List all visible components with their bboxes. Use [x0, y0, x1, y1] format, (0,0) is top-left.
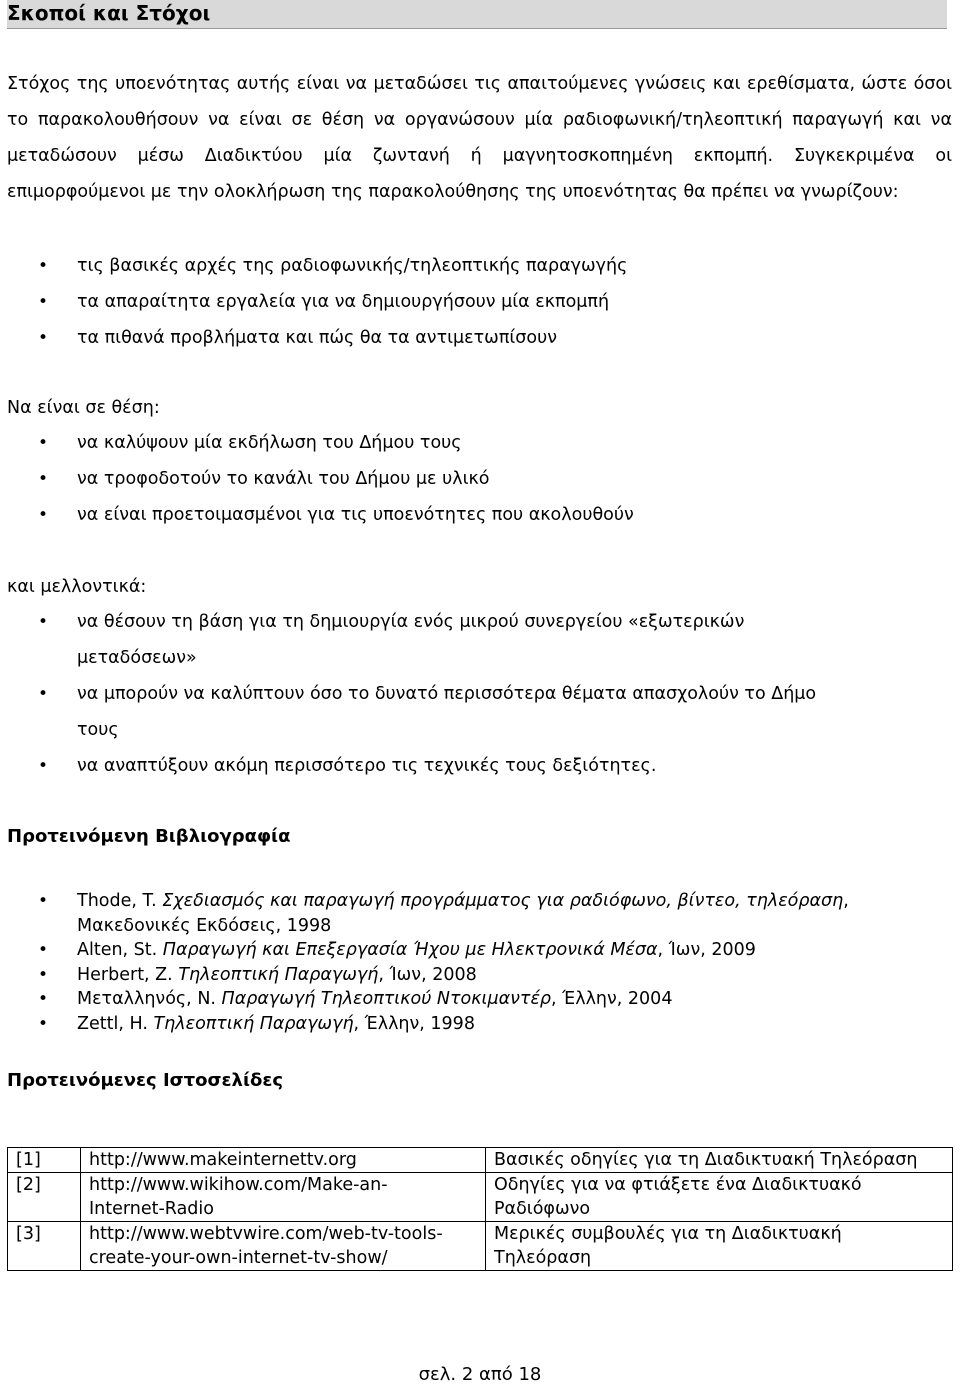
- table-row: [8, 1148, 953, 1173]
- intro-paragraph: Στόχος της υποενότητας αυτής είναι να μεταδώσει τις απαιτούμενες γνώσεις και ερεθίσματα, ώστε όσοι το παρακολουθήσουν να είναι σε θέση να οργανώσουν μία ραδιοφωνική/τηλεοπτική παραγωγή και να μεταδώσουν μέσω Διαδικτύου μία ζωντανή ή μαγνητοσκοπημένη εκπομπή. Συγκεκριμένα οι επιμορφούμενοι με την ολοκλήρωση της παρακολούθησης της υποενότητας θα πρέπει να γνωρίζουν:: [7, 74, 952, 202]
- abilities-label: Να είναι σε θέση:: [7, 398, 160, 418]
- description-cell: Οδηγίες για να φτιάξετε ένα Διαδικτυακό Ραδιόφωνο: [486, 1173, 953, 1222]
- bibliography-item: • Zettl, H. Τηλεοπτική Παραγωγή, Έλλην, 1998: [0, 1012, 950, 1037]
- list-item: • να τροφοδοτούν το κανάλι του Δήμου με υλικό: [0, 461, 950, 497]
- bibliography-item: • Alten, St. Παραγωγή και Επεξεργασία Ήχου με Ηλεκτρονικά Μέσα, Ίων, 2009: [0, 938, 950, 963]
- knowledge-list: [0, 248, 950, 356]
- websites-heading: Προτεινόμενες Ιστοσελίδες: [7, 1070, 284, 1091]
- url-link[interactable]: http://www.wikihow.com/Make-an-Internet-Radio: [81, 1173, 486, 1222]
- ref-cell: [1]: [8, 1148, 81, 1173]
- bibliography-item: • Μεταλληνός, Ν. Παραγωγή Τηλεοπτικού Ντοκιμαντέρ, Έλλην, 2004: [0, 987, 950, 1012]
- bibliography-heading: Προτεινόμενη Βιβλιογραφία: [7, 826, 291, 847]
- future-list: [0, 604, 840, 784]
- url-link[interactable]: http://www.makeinternettv.org: [81, 1148, 486, 1173]
- ref-cell: [3]: [8, 1222, 81, 1271]
- table-row: [8, 1173, 953, 1222]
- list-item: • να μπορούν να καλύπτουν όσο το δυνατό περισσότερα θέματα απασχολούν το Δήμο τους: [0, 676, 840, 748]
- future-label: και μελλοντικά:: [7, 577, 147, 597]
- list-item: • να αναπτύξουν ακόμη περισσότερο τις τεχνικές τους δεξιότητες.: [0, 748, 840, 784]
- list-item: • τα απαραίτητα εργαλεία για να δημιουργήσουν μία εκπομπή: [0, 284, 950, 320]
- description-cell: Μερικές συμβουλές για τη Διαδικτυακή Τηλεόραση: [486, 1222, 953, 1271]
- ref-cell: [2]: [8, 1173, 81, 1222]
- bibliography-list: [0, 889, 950, 1036]
- description-cell: Βασικές οδηγίες για τη Διαδικτυακή Τηλεόραση: [486, 1148, 953, 1173]
- bibliography-item: • Herbert, Z. Τηλεοπτική Παραγωγή, Ίων, 2008: [0, 963, 950, 988]
- table-row: [8, 1222, 953, 1271]
- list-item: • να είναι προετοιμασμένοι για τις υποενότητες που ακολουθούν: [0, 497, 950, 533]
- bibliography-item: • Thode, T. Σχεδιασμός και παραγωγή προγράμματος για ραδιόφωνο, βίντεο, τηλεόραση, Μακεδονικές Εκδόσεις, 1998: [0, 889, 950, 938]
- list-item: • τις βασικές αρχές της ραδιοφωνικής/τηλεοπτικής παραγωγής: [0, 248, 950, 284]
- abilities-list: [0, 425, 950, 533]
- list-item: • τα πιθανά προβλήματα και πώς θα τα αντιμετωπίσουν: [0, 320, 950, 356]
- websites-table: [7, 1147, 953, 1271]
- list-item: • να θέσουν τη βάση για τη δημιουργία ενός μικρού συνεργείου «εξωτερικών μεταδόσεων»: [0, 604, 840, 676]
- url-link[interactable]: http://www.webtvwire.com/web-tv-tools-create-your-own-internet-tv-show/: [81, 1222, 486, 1271]
- list-item: • να καλύψουν μία εκδήλωση του Δήμου τους: [0, 425, 950, 461]
- section-title: Σκοποί και Στόχοι: [7, 0, 947, 29]
- page-number: σελ. 2 από 18: [418, 1364, 542, 1385]
